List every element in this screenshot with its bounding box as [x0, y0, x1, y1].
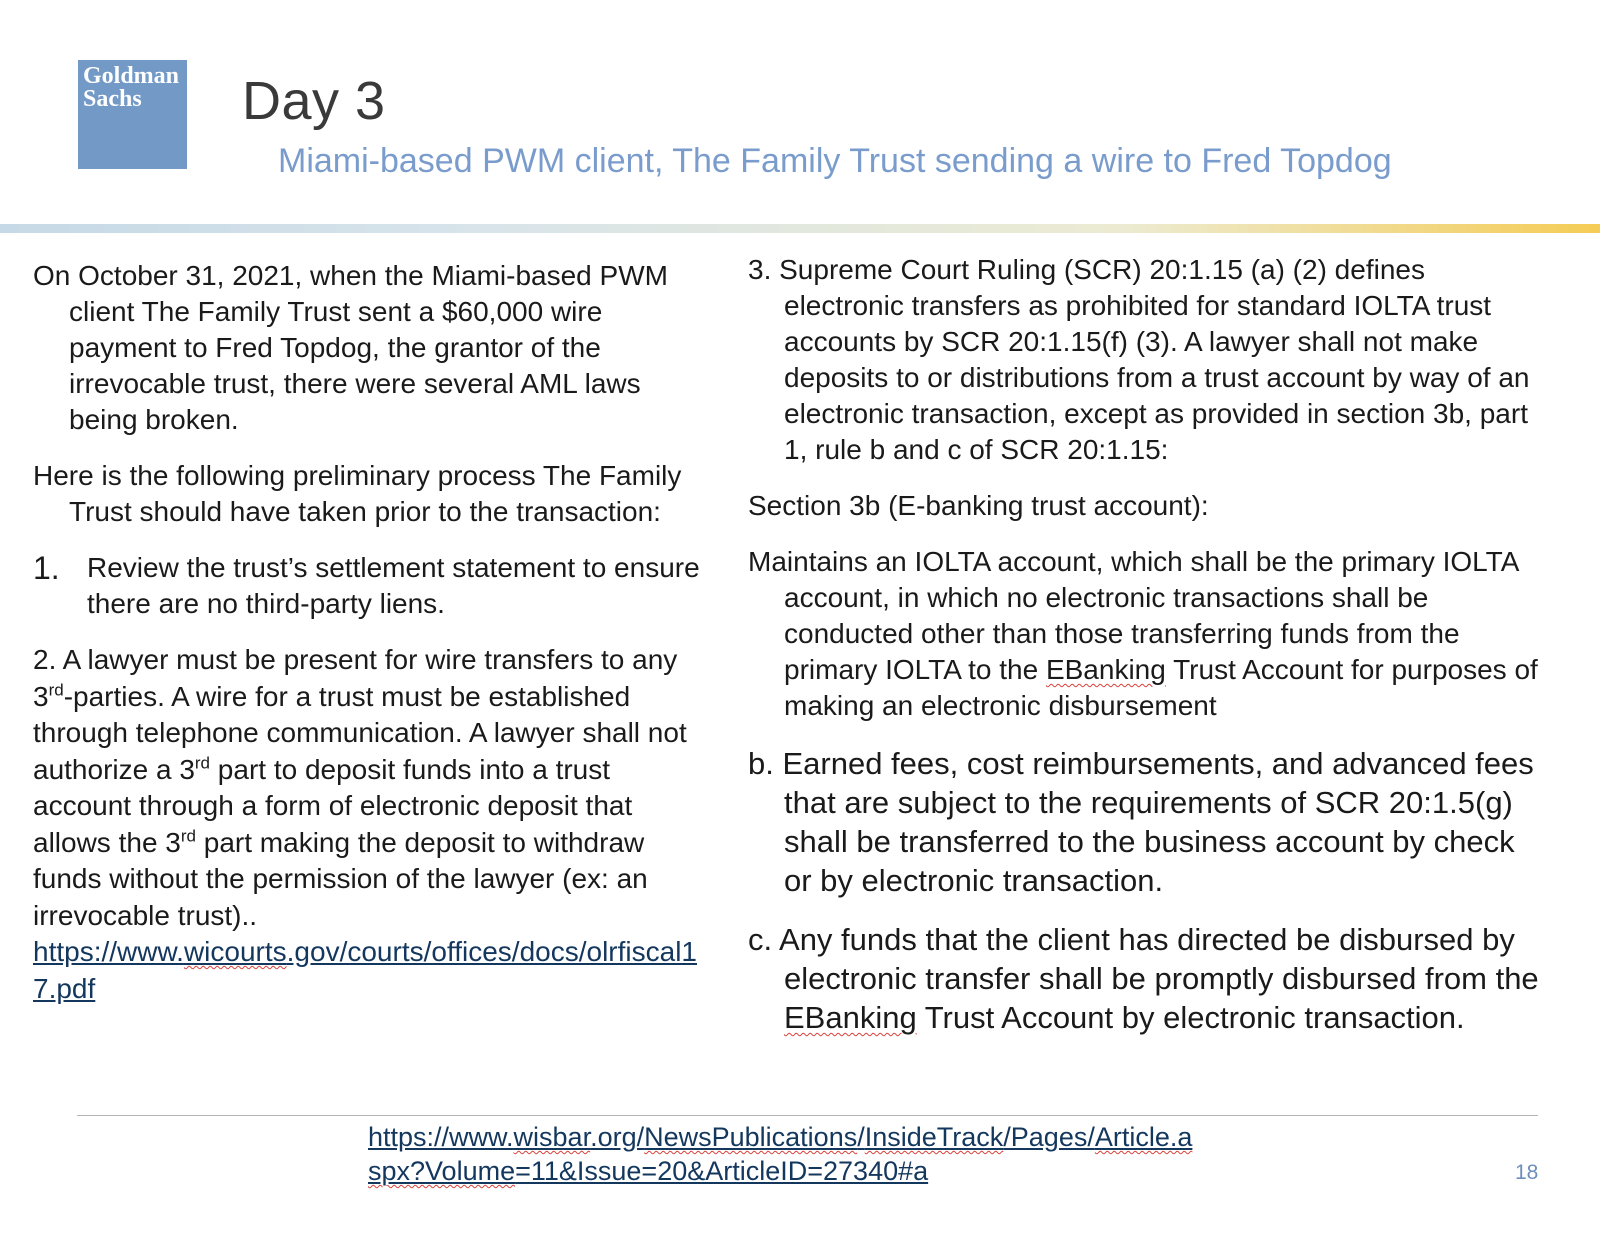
item-1-text: Review the trust’s settlement statement to ensure there are no third-party liens.	[87, 552, 700, 619]
wisbar-link-block	[368, 1120, 1268, 1188]
pc-ebanking: EBanking	[784, 1000, 917, 1035]
goldman-sachs-logo	[78, 60, 187, 169]
wisbar-link[interactable]	[368, 1122, 1192, 1186]
earned-fees-paragraph: b. Earned fees, cost reimbursements, and advanced fees that are subject to the requirements of SCR 20:1.5(g) shall be transferred to the business account by check or by electronic transaction.	[748, 746, 1534, 898]
header-divider	[0, 224, 1600, 233]
wicourts-link-b: wicourts	[183, 936, 287, 967]
wisbar-link-f: InsideTrack	[864, 1122, 1004, 1152]
wicourts-link[interactable]	[33, 936, 697, 1004]
p3-text-a: 2. A lawyer must be present for wire transfers to any 3	[33, 644, 678, 712]
item-1-number: 1.	[33, 550, 60, 586]
p3-sup-2: rd	[194, 753, 211, 773]
wisbar-link-a: https://www.	[368, 1122, 514, 1152]
iolta-text-b: Trust Account for purposes of making an electronic disbursement	[784, 654, 1538, 721]
wisbar-link-d: NewsPublications	[644, 1122, 858, 1152]
logo-line-2: Sachs	[83, 86, 142, 112]
lawyer-wire-paragraph	[33, 642, 713, 1007]
p3-text-c: part to deposit funds into a trust account through a form of electronic deposit that allows the 3	[33, 753, 633, 858]
client-funds-paragraph	[748, 920, 1548, 1037]
wicourts-link-e: 7.pdf	[33, 972, 96, 1004]
wicourts-link-d: olrfiscal1	[586, 936, 697, 967]
iolta-paragraph	[748, 544, 1548, 724]
section-3b-heading: Section 3b (E-banking trust account):	[748, 490, 1209, 521]
page-number: 18	[1515, 1161, 1539, 1184]
wicourts-link-a: https://www.	[33, 936, 184, 967]
slide-title: Day 3	[242, 71, 386, 131]
pc-text-b: Trust Account by electronic transaction.	[916, 1000, 1465, 1035]
iolta-text-a: Maintains an IOLTA account, which shall be the primary IOLTA account, in which no electronic transactions shall be conducted other than those transferring funds from the primary IOLTA to the	[748, 546, 1518, 685]
pc-text-a: c. Any funds that the client has directed be disbursed by electronic transfer shall be promptly disbursed from the	[748, 922, 1539, 996]
p3-text-d: part making the deposit to withdraw funds without the permission of the lawyer (ex: an irrevocable trust)..	[33, 826, 648, 931]
right-column	[748, 252, 1548, 1037]
wicourts-link-c: .gov/courts/offices/docs/	[286, 936, 587, 967]
wisbar-link-c: .org/	[590, 1122, 645, 1152]
footer-divider	[77, 1115, 1538, 1116]
logo-line-1: Goldman	[83, 63, 180, 89]
scr-ruling-paragraph: 3. Supreme Court Ruling (SCR) 20:1.15 (a) (2) defines electronic transfers as prohibited for standard IOLTA trust accounts by SCR 20:1.15(f) (3). A lawyer shall not make deposits to or distributions from a trust account by way of an electronic transaction, except as provided in section 3b, part 1, rule b and c of SCR 20:1.15:	[748, 254, 1530, 465]
wisbar-link-e: /	[857, 1122, 865, 1152]
p3-sup-3: rd	[180, 826, 196, 846]
iolta-ebanking: EBanking	[1045, 654, 1166, 685]
intro-paragraph: On October 31, 2021, when the Miami-based PWM client The Family Trust sent a $60,000 wire payment to Fred Topdog, the grantor of the irrevocable trust, there were several AML laws being broken.	[33, 260, 668, 435]
wisbar-link-i: spx?Volume	[368, 1156, 516, 1186]
process-intro-paragraph: Here is the following preliminary process The Family Trust should have taken prior to the transaction:	[33, 460, 682, 527]
wisbar-link-b: wisbar	[513, 1122, 591, 1152]
slide-subtitle: Miami-based PWM client, The Family Trust sending a wire to Fred Topdog	[278, 142, 1392, 180]
wisbar-link-j: =11&Issue=20&ArticleID=27340#a	[515, 1156, 929, 1186]
wisbar-link-h: Article.a	[1094, 1122, 1193, 1152]
p3-text-b: -parties. A wire for a trust must be established through telephone communication. A lawyer shall not authorize a 3	[33, 680, 687, 785]
left-column	[33, 258, 713, 1007]
wisbar-link-g: /Pages/	[1003, 1122, 1095, 1152]
numbered-item-1	[33, 550, 713, 622]
p3-sup-1: rd	[48, 680, 64, 700]
